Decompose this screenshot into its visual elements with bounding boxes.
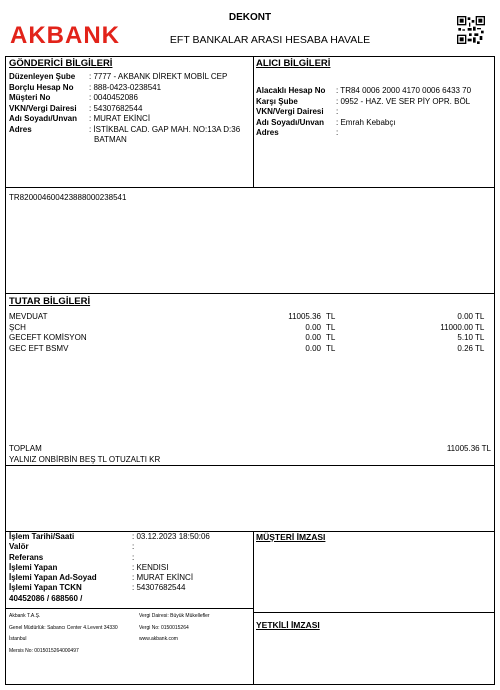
sender-heading: GÖNDERİCİ BİLGİLERİ xyxy=(9,58,113,69)
transaction-footer-id: 40452086 / 688560 / xyxy=(9,593,83,603)
field-label: Valör xyxy=(9,542,29,552)
field-value: : 0952 - HAZ. VE SER PİY OPR. BÖL xyxy=(336,96,471,106)
amount-label: MEVDUAT xyxy=(9,312,48,321)
authorized-signature-label: YETKİLİ İMZASI xyxy=(256,620,320,630)
transaction-details xyxy=(9,532,249,604)
field-label: Referans xyxy=(9,552,44,562)
amount-in-words: YALNIZ ONBİRBİN BEŞ TL OTUZALTI KR xyxy=(9,455,161,464)
amount-value: 11005.36 xyxy=(288,312,321,321)
amount-value: 11000.00 xyxy=(440,322,473,332)
amount-value: 0.00 xyxy=(305,333,321,342)
field-label: Adı Soyadı/Unvan xyxy=(9,114,78,123)
field-value: : 888-0423-0238541 xyxy=(89,82,162,92)
field-label: Müşteri No xyxy=(9,93,51,102)
qr-code-icon xyxy=(457,16,485,44)
divider xyxy=(6,293,494,294)
bank-info-right xyxy=(139,611,249,646)
currency: TL xyxy=(475,312,485,321)
bank-website-link[interactable]: www.akbank.com xyxy=(139,636,178,642)
field-value: : 0040452086 xyxy=(89,93,138,102)
field-value: : 54307682544 xyxy=(132,583,186,593)
field-value: : TR84 0006 2000 4170 0006 6433 70 xyxy=(336,86,472,95)
field-label: Düzenleyen Şube xyxy=(9,72,76,81)
field-label: Adres xyxy=(9,124,32,134)
currency: TL xyxy=(326,312,336,321)
divider xyxy=(253,612,494,613)
field-label: Borçlu Hesap No xyxy=(9,82,74,92)
field-value: : MURAT EKİNCİ xyxy=(132,573,194,583)
field-label: Alacaklı Hesap No xyxy=(256,86,326,95)
field-value: : KENDISI xyxy=(132,562,169,572)
field-value: : xyxy=(132,552,135,562)
amount-value: 0.00 xyxy=(457,312,473,321)
amount-label: GEC EFT BSMV xyxy=(9,343,69,353)
field-label: İşlemi Yapan TCKN xyxy=(9,583,82,593)
field-value: BATMAN xyxy=(94,135,127,144)
amount-row xyxy=(9,333,489,344)
currency: TL xyxy=(326,343,336,353)
document-subtitle: EFT BANKALAR ARASI HESABA HAVALE xyxy=(169,34,371,46)
divider xyxy=(6,608,253,609)
akbank-logo: AKBANK xyxy=(10,22,120,49)
field-label: Adı Soyadı/Unvan xyxy=(256,117,325,127)
bank-info-line: İstanbul xyxy=(9,636,27,642)
field-value: : İSTİKBAL CAD. GAP MAH. NO:13A D:36 xyxy=(89,124,241,134)
field-value: : xyxy=(336,128,339,137)
receiver-heading: ALICI BİLGİLERİ xyxy=(256,58,331,69)
bank-info-line: Vergi Dairesi: Büyük Mükellefler xyxy=(139,613,210,619)
amount-row xyxy=(9,312,489,323)
total-value: 11005.36 TL xyxy=(446,444,491,453)
document-title: DEKONT xyxy=(228,12,272,23)
field-value: : 54307682544 xyxy=(89,103,143,113)
field-value: : Emrah Kebabçı xyxy=(336,117,396,127)
bank-info-line: Vergi No: 0150015264 xyxy=(139,624,189,631)
divider xyxy=(253,531,254,685)
amount-value: 0.00 xyxy=(305,343,321,353)
currency: TL xyxy=(475,333,485,342)
amount-label: ŞCH xyxy=(9,322,26,332)
field-label: VKN/Vergi Dairesi xyxy=(256,107,324,116)
bank-info-line: Genel Müdürlük: Sabancı Center 4.Levent 34330 xyxy=(9,624,118,631)
amount-row xyxy=(9,323,489,334)
divider xyxy=(6,465,494,466)
field-value: : xyxy=(336,107,339,116)
field-label: İşlemi Yapan xyxy=(9,562,58,572)
amounts-heading: TUTAR BİLGİLERİ xyxy=(9,296,91,307)
field-value: : 7777 - AKBANK DİREKT MOBİL CEP xyxy=(89,72,228,81)
bank-info-line: Mersis No: 0015015264000497 xyxy=(9,647,79,654)
bank-info-left xyxy=(9,611,134,657)
amount-row xyxy=(9,344,489,355)
amount-label: GECEFT KOMİSYON xyxy=(9,333,87,342)
currency: TL xyxy=(326,322,336,332)
currency: TL xyxy=(475,322,485,332)
amount-value: 0.26 xyxy=(457,343,473,353)
field-label: İşlem Tarihi/Saati xyxy=(9,532,75,541)
sender-details xyxy=(9,72,254,146)
amount-value: 0.00 xyxy=(305,322,321,332)
field-value: : xyxy=(132,542,135,552)
currency: TL xyxy=(326,333,336,342)
transfer-description: TR82000460042388800023854​1 xyxy=(9,193,127,202)
receiver-details xyxy=(256,86,492,139)
field-label: İşlemi Yapan Ad-Soyad xyxy=(9,573,97,583)
customer-signature-label: MÜŞTERİ İMZASI xyxy=(256,532,326,542)
field-label: Adres xyxy=(256,128,279,137)
field-label: Karşı Şube xyxy=(256,96,298,106)
divider xyxy=(6,187,494,188)
total-label: TOPLAM xyxy=(9,444,42,453)
amount-value: 5.10 xyxy=(457,333,473,342)
currency: TL xyxy=(475,343,485,353)
field-label: VKN/Vergi Dairesi xyxy=(9,103,77,113)
amounts-table xyxy=(9,312,489,354)
field-value: : MURAT EKİNCİ xyxy=(89,114,151,123)
bank-info-line: Akbank T.A.Ş. xyxy=(9,613,41,619)
field-value: : 03.12.2023 18:50:06 xyxy=(132,532,210,541)
